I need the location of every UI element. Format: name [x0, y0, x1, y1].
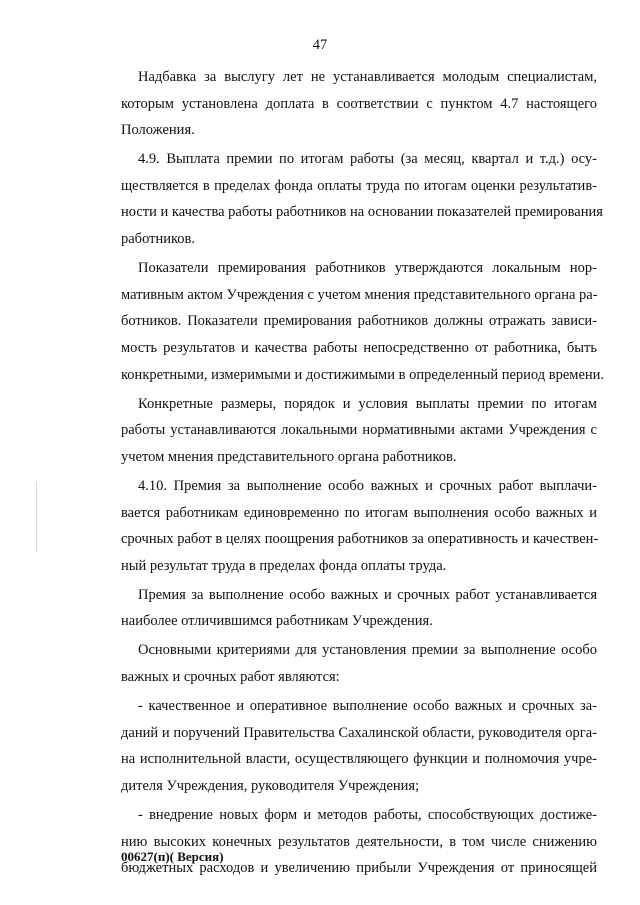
paragraph	[121, 391, 597, 471]
text-line: мативным актом Учреждения с учетом мнения представительного органа ра-	[121, 286, 598, 303]
text-line: мость результатов и качества работы непосредственно от работника, быть	[121, 339, 597, 356]
text-line: ности и качества работы работников на основании показателей премирования	[121, 204, 603, 221]
paragraph	[121, 64, 597, 144]
text-line: которым установлена доплата в соответствии с пунктом 4.7 настоящего	[121, 95, 597, 112]
text-line: ществляется в пределах фонда оплаты труда по итогам оценки результатив-	[121, 177, 597, 194]
footer-code: 00627(п)	[121, 849, 170, 864]
text-line: Положения.	[121, 122, 195, 139]
text-line: учетом мнения представительного органа работников.	[121, 448, 457, 465]
text-line: Основными критериями для установления премии за выполнение особо	[138, 642, 597, 659]
text-line: наиболее отличившимся работникам Учреждения.	[121, 613, 433, 630]
footer-document-code	[121, 849, 224, 865]
text-line: Конкретные размеры, порядок и условия выплаты премии по итогам	[138, 395, 597, 412]
text-line: Премия за выполнение особо важных и срочных работ устанавливается	[138, 586, 597, 603]
text-line: - внедрение новых форм и методов работы, способствующих достиже-	[138, 807, 597, 824]
paragraph	[121, 637, 597, 690]
text-line: вается работникам единовременно по итогам выполнения особо важных и	[121, 504, 597, 521]
text-line: Показатели премирования работников утверждаются локальным нор-	[138, 260, 597, 277]
page-number: 47	[312, 37, 328, 53]
text-line: - качественное и оперативное выполнение особо важных и срочных за-	[138, 698, 597, 715]
paragraph	[121, 582, 597, 635]
text-line: работы устанавливаются локальными нормативными актами Учреждения с	[121, 422, 597, 439]
text-line: работников.	[121, 231, 196, 248]
text-line: конкретными, измеримыми и достижимыми в определенный период времени.	[121, 366, 605, 383]
text-line: ный результат труда в пределах фонда оплаты труда.	[121, 557, 447, 574]
text-line: ботников. Показатели премирования работников должны отражать зависи-	[121, 313, 597, 330]
text-line: важных и срочных работ являются:	[121, 669, 340, 686]
text-line: даний и поручений Правительства Сахалинской области, руководителя орга-	[121, 724, 597, 741]
text-line: 4.9. Выплата премии по итогам работы (за месяц, квартал и т.д.) осу-	[138, 151, 597, 168]
text-line: на исполнительной власти, осуществляющего функции и полномочия учре-	[121, 751, 597, 768]
text-line: Надбавка за выслугу лет не устанавливается молодым специалистам,	[138, 69, 597, 85]
paragraph	[121, 802, 597, 882]
text-line: нию высоких конечных результатов деятельности, в том числе снижению	[121, 833, 597, 850]
text-line: дителя Учреждения, руководителя Учреждения;	[121, 777, 420, 794]
text-line: бюджетных расходов и увеличению прибыли Учреждения от приносящей	[121, 860, 597, 877]
paragraph	[121, 255, 605, 388]
paragraph	[121, 146, 603, 252]
text-line: 4.10. Премия за выполнение особо важных и срочных работ выплачи-	[138, 477, 597, 494]
paragraph	[121, 693, 597, 799]
text-line: срочных работ в целях поощрения работников за оперативность и качествен-	[121, 531, 599, 548]
scan-edge-mark	[36, 482, 37, 552]
footer-version: ( Версия)	[169, 849, 224, 864]
paragraph	[121, 473, 597, 579]
document-body	[121, 64, 605, 884]
